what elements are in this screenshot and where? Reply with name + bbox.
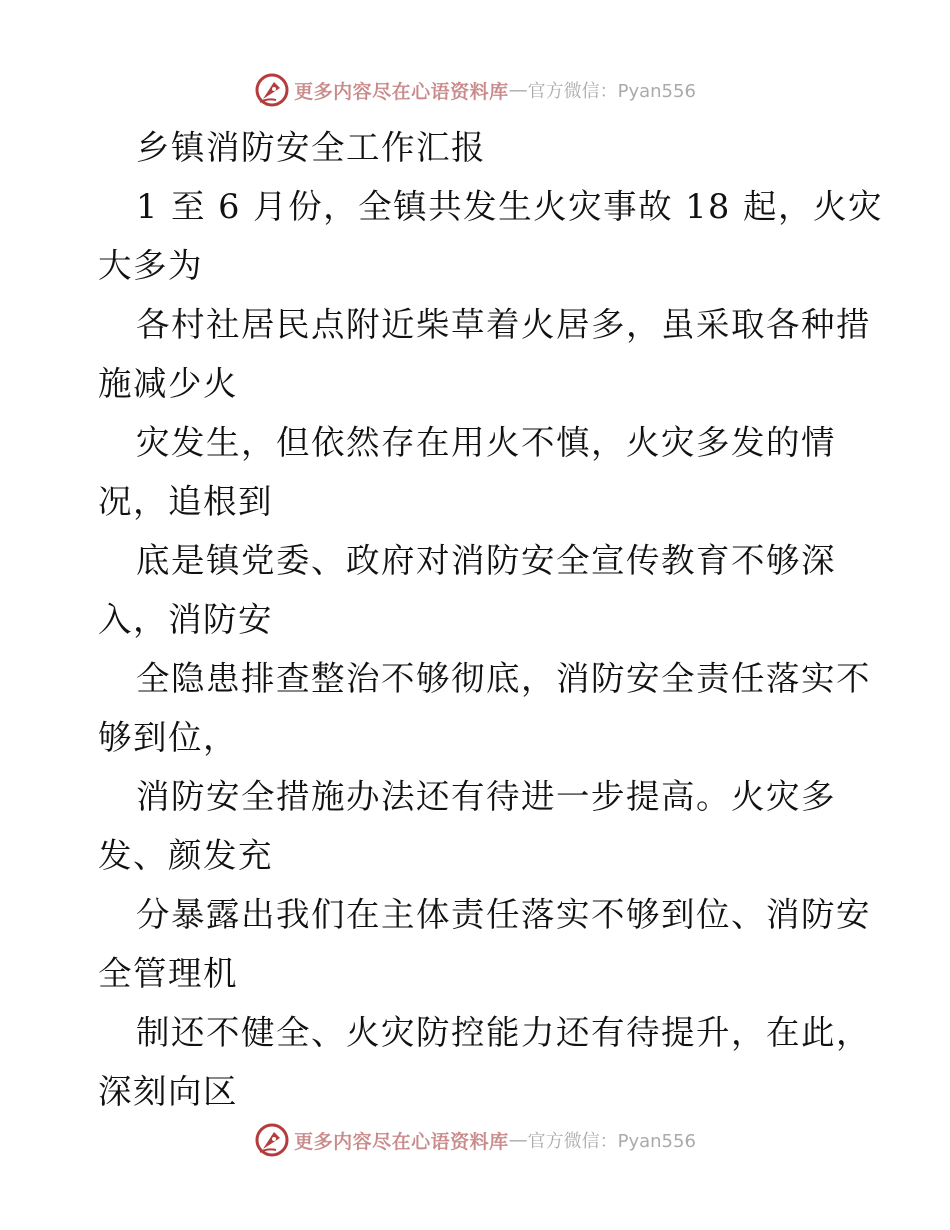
footer-banner	[0, 1120, 950, 1160]
banner-title: 更多内容尽在心语资料库	[294, 80, 509, 103]
text-line: 全管理机	[98, 954, 238, 993]
text-line: 底是镇党委、政府对消防安全宣传教育不够深	[136, 541, 836, 580]
banner-separator: —	[508, 1129, 528, 1151]
text-line: 入，消防安	[98, 600, 273, 639]
text-line: 灾发生，但依然存在用火不慎，火灾多发的情	[136, 423, 836, 462]
text-line: 分暴露出我们在主体责任落实不够到位、消防安	[136, 895, 871, 934]
text-line: 制还不健全、火灾防控能力还有待提升，在此，	[136, 1013, 871, 1052]
text-line: 1 至 6 月份，全镇共发生火灾事故 18 起，火灾	[136, 187, 883, 226]
pen-nib-logo-icon	[254, 1122, 290, 1158]
text-line: 施减少火	[98, 364, 238, 403]
text-line: 发、颜发充	[98, 836, 273, 875]
text-line: 深刻向区	[98, 1072, 238, 1111]
pen-nib-logo-icon	[254, 72, 290, 108]
text-line: 各村社居民点附近柴草着火居多，虽采取各种措	[136, 305, 871, 344]
document-body	[98, 118, 883, 1121]
banner-wechat: 官方微信：Pyan556	[527, 81, 696, 102]
banner-title: 更多内容尽在心语资料库	[294, 1130, 509, 1153]
text-line: 够到位，	[98, 718, 238, 757]
text-line: 消防安全措施办法还有待进一步提高。火灾多	[136, 777, 836, 816]
document-title: 乡镇消防安全工作汇报	[136, 128, 486, 167]
header-banner	[0, 70, 950, 110]
text-line: 全隐患排查整治不够彻底，消防安全责任落实不	[136, 659, 871, 698]
banner-wechat: 官方微信：Pyan556	[527, 1131, 696, 1152]
text-line: 大多为	[98, 246, 203, 285]
banner-separator: —	[508, 79, 528, 101]
text-line: 况，追根到	[98, 482, 273, 521]
